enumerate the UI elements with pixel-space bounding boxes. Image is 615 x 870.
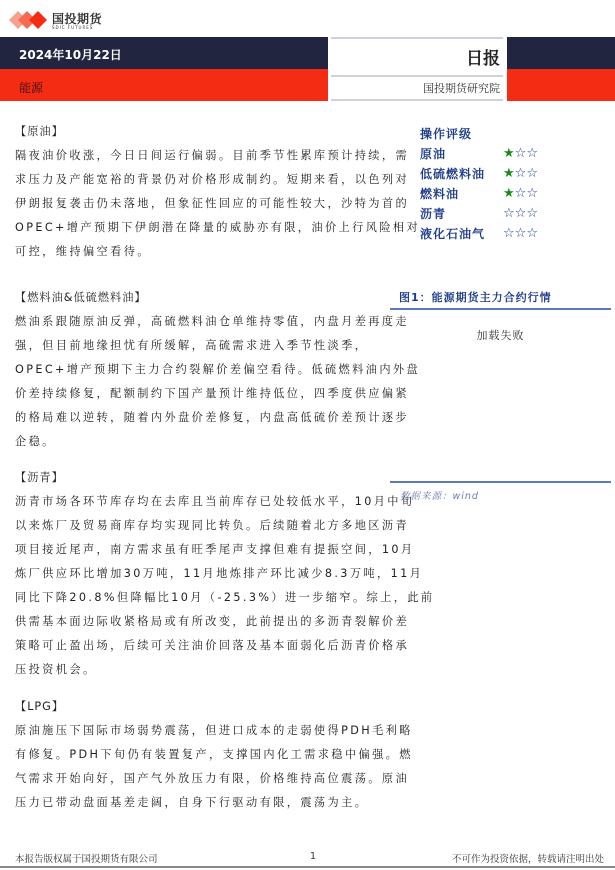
footer-rule <box>0 866 615 868</box>
section-heading: 【原油】 <box>15 125 64 138</box>
paragraph-line: 供需基本面边际收紧格局或有所改变，此前提出的多沥青裂解价差 <box>15 615 410 628</box>
star-filled-icon: ★ <box>503 166 515 181</box>
paragraph-line: 项目接近尾声，南方需求虽有旺季尾声支撑但难有提振空间，10月 <box>15 543 415 556</box>
paragraph-line: 同比下降20.8%但降幅比10月（-25.3%）进一步缩窄。综上，此前 <box>15 591 435 604</box>
page-number: 1 <box>310 851 317 862</box>
star-empty-icon: ☆ <box>526 146 538 161</box>
rating-label: 沥青 <box>420 207 447 221</box>
figure-load-failed: 加载失败 <box>476 329 525 342</box>
header-band-red <box>0 69 328 101</box>
rating-label: 低硫燃料油 <box>420 167 486 181</box>
star-empty-icon: ☆ <box>514 226 527 241</box>
paragraph-line: 求压力及产能宽裕的背景仍对价格形成制约。短期来看，以色列对 <box>15 173 410 186</box>
star-empty-icon: ☆ <box>503 206 515 221</box>
paragraph-line: 压投资机会。 <box>15 663 97 676</box>
star-empty-icon: ☆ <box>526 186 538 201</box>
paragraph-line: 隔夜油价收涨，今日日间运行偏弱。目前季节性累库预计持续，需 <box>15 149 410 162</box>
rating-row <box>420 224 610 244</box>
rating-label: 原油 <box>420 147 447 161</box>
header-band-red-right <box>507 69 615 101</box>
section-asphalt <box>15 466 435 682</box>
star-empty-icon: ☆ <box>514 146 527 161</box>
section-heading: 【LPG】 <box>15 700 65 713</box>
logo-subtext: SDIC FUTURES <box>52 25 94 30</box>
star-empty-icon: ☆ <box>514 186 527 201</box>
report-date: 2024年10月22日 <box>19 48 122 62</box>
paragraph-line: OPEC+增产预期下主力合约裂解价差偏空看待。低硫燃料油内外盘 <box>15 363 421 376</box>
rating-stars <box>503 204 538 224</box>
paragraph-line: 燃油系跟随原油反弹，高硫燃料油仓单维持零值，内盘月差再度走 <box>15 315 410 328</box>
paragraph-line: 炼厂供应环比增加30万吨，11月地炼排产环比减少8.3万吨，11月 <box>15 567 424 580</box>
rating-label: 燃料油 <box>420 187 460 201</box>
paragraph-line: 原油施压下国际市场弱势震荡，但进口成本的走弱使得PDH毛利略 <box>15 724 413 737</box>
paragraph-line: 强，但目前地缘担忧有所缓解，高硫需求进入季节性淡季， <box>15 339 369 352</box>
star-empty-icon: ☆ <box>526 166 538 181</box>
rating-title: 操作评级 <box>420 127 473 141</box>
divider <box>331 75 503 77</box>
figure-bottom-rule <box>390 481 611 483</box>
paragraph-line: 的格局难以逆转，随着内外盘价差修复，内盘高低硫价差预计逐步 <box>15 411 410 424</box>
paragraph-line: 策略可止盈出场，后续可关注油价回落及基本面弱化后沥青价格承 <box>15 639 410 652</box>
paragraph-line: OPEC+增产预期下伊朗潜在降量的威胁亦有限，油价上行风险相对 <box>15 221 421 234</box>
rating-row <box>420 164 610 184</box>
paragraph-line: 可控，维持偏空看待。 <box>15 245 151 258</box>
section-crude-oil <box>15 120 421 264</box>
star-filled-icon: ★ <box>503 186 515 201</box>
paragraph-line: 气需求开始向好，国产气外放压力有限，价格维持高位震荡。原油 <box>15 772 410 785</box>
rating-row <box>420 204 610 224</box>
divider <box>331 99 503 101</box>
section-lpg <box>15 695 413 815</box>
paragraph-line: 价差持续修复，配额制约下国产量预计维持低位，四季度供应偏紧 <box>15 387 410 400</box>
company-logo <box>9 9 119 31</box>
footer-disclaimer: 不可作为投资依据，转载请注明出处 <box>452 854 605 865</box>
institute-name: 国投期货研究院 <box>423 82 500 95</box>
star-empty-icon: ☆ <box>526 226 538 241</box>
section-heading: 【燃料油&低硫燃料油】 <box>15 291 147 304</box>
logo-diamond-icon <box>9 11 47 29</box>
report-type: 日报 <box>466 49 500 69</box>
paragraph-line: 有修复。PDH下旬仍有装置复产，支撑国内化工需求稳中偏强。燃 <box>15 748 413 761</box>
star-empty-icon: ☆ <box>526 206 538 221</box>
figure-source: 数据来源：wind <box>400 491 479 502</box>
rating-row <box>420 144 610 164</box>
rating-label: 液化石油气 <box>420 227 486 241</box>
star-filled-icon: ★ <box>503 146 515 161</box>
rating-stars <box>503 184 538 204</box>
rating-stars <box>503 144 538 164</box>
star-empty-icon: ☆ <box>514 166 527 181</box>
rating-row <box>420 184 610 204</box>
star-empty-icon: ☆ <box>503 226 515 241</box>
report-category: 能源 <box>19 81 44 95</box>
rating-stars <box>503 164 538 184</box>
paragraph-line: 伊朗报复袭击仍未落地，但象征性回应的可能性较大，沙特为首的 <box>15 197 410 210</box>
footer-copyright: 本报告版权属于国投期货有限公司 <box>15 854 158 865</box>
star-empty-icon: ☆ <box>514 206 527 221</box>
figure-top-rule <box>390 308 611 310</box>
rating-stars <box>503 224 538 244</box>
section-heading: 【沥青】 <box>15 471 64 484</box>
figure-title: 图1：能源期货主力合约行情 <box>399 291 552 304</box>
paragraph-line: 企稳。 <box>15 435 56 448</box>
paragraph-line: 沥青市场各环节库存均在去库且当前库存已处较低水平，10月中旬 <box>15 495 415 508</box>
header-band-dark-right <box>507 37 615 69</box>
paragraph-line: 压力已带动盘面基差走阔，自身下行驱动有限，震荡为主。 <box>15 796 369 809</box>
logo-text: 国投期货 <box>52 12 103 26</box>
rating-panel <box>420 124 610 244</box>
section-fuel-oil <box>15 286 421 454</box>
divider <box>331 37 503 39</box>
paragraph-line: 以来炼厂及贸易商库存均实现同比转负。后续随着北方多地区沥青 <box>15 519 410 532</box>
